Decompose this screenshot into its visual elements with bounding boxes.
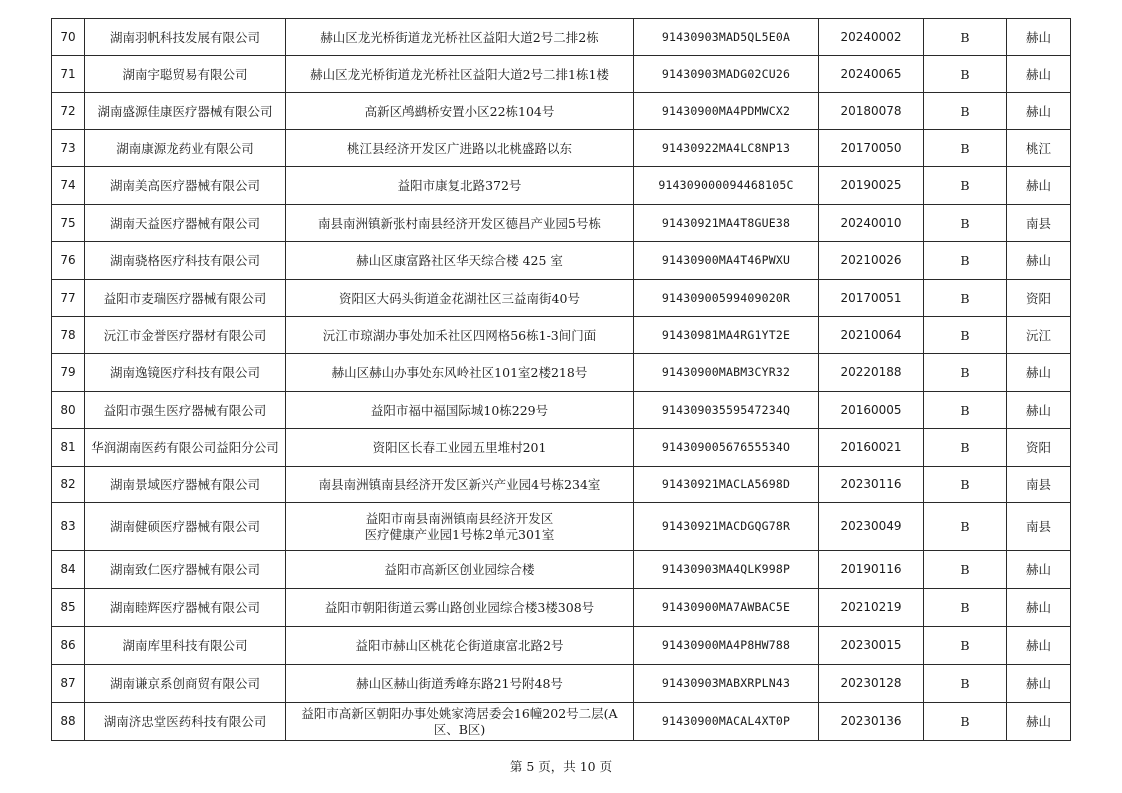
credit-code-cell: 914309000094468105C	[634, 167, 819, 205]
risk-grade-cell: B	[924, 392, 1007, 429]
risk-grade-cell: B	[924, 130, 1007, 167]
table-row	[52, 589, 1071, 627]
license-number-cell: 20160021	[819, 429, 924, 467]
row-number-cell: 71	[52, 56, 85, 93]
table-row	[52, 665, 1071, 703]
credit-code-cell: 91430900567655534O	[634, 429, 819, 467]
region-cell: 赫山	[1007, 589, 1071, 627]
company-address-cell: 赫山区龙光桥街道龙光桥社区益阳大道2号二排2栋	[286, 19, 634, 56]
risk-grade-cell: B	[924, 317, 1007, 354]
license-number-cell: 20240010	[819, 205, 924, 242]
table-body	[52, 19, 1071, 741]
risk-grade-cell: B	[924, 19, 1007, 56]
row-number-cell: 75	[52, 205, 85, 242]
company-address-cell: 益阳市朝阳街道云雾山路创业园综合楼3楼308号	[286, 589, 634, 627]
risk-grade-cell: B	[924, 56, 1007, 93]
credit-code-cell: 91430900MACAL4XT0P	[634, 703, 819, 741]
region-cell: 赫山	[1007, 703, 1071, 741]
risk-grade-cell: B	[924, 429, 1007, 467]
credit-code-cell: 91430903MAD5QL5E0A	[634, 19, 819, 56]
region-cell: 南县	[1007, 467, 1071, 503]
row-number-cell: 88	[52, 703, 85, 741]
table-row	[52, 167, 1071, 205]
company-name-cell: 华润湖南医药有限公司益阳分公司	[85, 429, 286, 467]
company-name-cell: 湖南宇聪贸易有限公司	[85, 56, 286, 93]
credit-code-cell: 91430903MADG02CU26	[634, 56, 819, 93]
company-address-cell	[286, 503, 634, 551]
row-number-cell: 72	[52, 93, 85, 130]
table-row	[52, 467, 1071, 503]
region-cell: 资阳	[1007, 429, 1071, 467]
license-number-cell: 20230136	[819, 703, 924, 741]
company-name-cell: 湖南康源龙药业有限公司	[85, 130, 286, 167]
row-number-cell: 85	[52, 589, 85, 627]
company-address-cell: 赫山区龙光桥街道龙光桥社区益阳大道2号二排1栋1楼	[286, 56, 634, 93]
company-name-cell: 湖南羽帆科技发展有限公司	[85, 19, 286, 56]
risk-grade-cell: B	[924, 589, 1007, 627]
license-number-cell: 20220188	[819, 354, 924, 392]
company-name-cell: 湖南景域医疗器械有限公司	[85, 467, 286, 503]
company-address-cell: 资阳区长春工业园五里堆村201	[286, 429, 634, 467]
table-row	[52, 93, 1071, 130]
risk-grade-cell: B	[924, 280, 1007, 317]
address-line: 医疗健康产业园1号栋2单元301室	[364, 526, 555, 542]
row-number-cell: 84	[52, 551, 85, 589]
page-footer: 第 5 页，共 10 页	[509, 759, 613, 774]
risk-grade-cell: B	[924, 205, 1007, 242]
table-row	[52, 392, 1071, 429]
company-name-cell: 湖南逸镜医疗科技有限公司	[85, 354, 286, 392]
table-row	[52, 703, 1071, 741]
company-address-cell: 赫山区赫山办事处东风岭社区101室2楼218号	[286, 354, 634, 392]
table-row	[52, 354, 1071, 392]
credit-code-cell: 91430903559547234Q	[634, 392, 819, 429]
risk-grade-cell: B	[924, 503, 1007, 551]
risk-grade-cell: B	[924, 93, 1007, 130]
credit-code-cell: 91430903MA4QLK998P	[634, 551, 819, 589]
company-name-cell: 益阳市强生医疗器械有限公司	[85, 392, 286, 429]
company-address-cell: 赫山区赫山街道秀峰东路21号附48号	[286, 665, 634, 703]
license-number-cell: 20230049	[819, 503, 924, 551]
region-cell: 南县	[1007, 205, 1071, 242]
row-number-cell: 76	[52, 242, 85, 280]
row-number-cell: 77	[52, 280, 85, 317]
row-number-cell: 86	[52, 627, 85, 665]
credit-code-cell: 91430903MABXRPLN43	[634, 665, 819, 703]
table-row	[52, 19, 1071, 56]
table-row	[52, 280, 1071, 317]
risk-grade-cell: B	[924, 354, 1007, 392]
region-cell: 赫山	[1007, 665, 1071, 703]
company-address-cell	[286, 703, 634, 741]
enterprise-table	[51, 18, 1071, 741]
company-address-cell: 益阳市康复北路372号	[286, 167, 634, 205]
region-cell: 赫山	[1007, 167, 1071, 205]
company-address-cell: 益阳市福中福国际城10栋229号	[286, 392, 634, 429]
credit-code-cell: 91430900599409020R	[634, 280, 819, 317]
license-number-cell: 20240065	[819, 56, 924, 93]
company-name-cell: 湖南美高医疗器械有限公司	[85, 167, 286, 205]
row-number-cell: 80	[52, 392, 85, 429]
row-number-cell: 81	[52, 429, 85, 467]
row-number-cell: 78	[52, 317, 85, 354]
license-number-cell: 20210064	[819, 317, 924, 354]
region-cell: 赫山	[1007, 354, 1071, 392]
risk-grade-cell: B	[924, 665, 1007, 703]
credit-code-cell: 91430900MA4PDMWCX2	[634, 93, 819, 130]
credit-code-cell: 91430921MA4T8GUE38	[634, 205, 819, 242]
company-name-cell: 湖南致仁医疗器械有限公司	[85, 551, 286, 589]
credit-code-cell: 91430900MA7AWBAC5E	[634, 589, 819, 627]
risk-grade-cell: B	[924, 167, 1007, 205]
region-cell: 赫山	[1007, 392, 1071, 429]
credit-code-cell: 91430921MACDGQG78R	[634, 503, 819, 551]
license-number-cell: 20210219	[819, 589, 924, 627]
table-row	[52, 205, 1071, 242]
company-name-cell: 益阳市麦瑞医疗器械有限公司	[85, 280, 286, 317]
company-address-cell: 桃江县经济开发区广进路以北桃盛路以东	[286, 130, 634, 167]
company-name-cell: 沅江市金誉医疗器材有限公司	[85, 317, 286, 354]
table-row	[52, 242, 1071, 280]
license-number-cell: 20170050	[819, 130, 924, 167]
company-name-cell: 湖南谦京系创商贸有限公司	[85, 665, 286, 703]
license-number-cell: 20190025	[819, 167, 924, 205]
address-line: 益阳市南县南洲镇南县经济开发区	[365, 510, 554, 526]
region-cell: 赫山	[1007, 93, 1071, 130]
region-cell: 南县	[1007, 503, 1071, 551]
license-number-cell: 20230015	[819, 627, 924, 665]
region-cell: 沅江	[1007, 317, 1071, 354]
region-cell: 桃江	[1007, 130, 1071, 167]
company-address-cell: 益阳市高新区创业园综合楼	[286, 551, 634, 589]
company-address-cell: 沅江市琼湖办事处加禾社区四网格56栋1-3间门面	[286, 317, 634, 354]
company-address-cell: 赫山区康富路社区华天综合楼 425 室	[286, 242, 634, 280]
region-cell: 赫山	[1007, 19, 1071, 56]
table-row	[52, 627, 1071, 665]
region-cell: 赫山	[1007, 627, 1071, 665]
risk-grade-cell: B	[924, 467, 1007, 503]
license-number-cell: 20170051	[819, 280, 924, 317]
table-row	[52, 56, 1071, 93]
row-number-cell: 83	[52, 503, 85, 551]
company-address-cell: 益阳市赫山区桃花仑街道康富北路2号	[286, 627, 634, 665]
company-address-cell: 资阳区大码头街道金花湖社区三益南街40号	[286, 280, 634, 317]
license-number-cell: 20190116	[819, 551, 924, 589]
credit-code-cell: 91430981MA4RG1YT2E	[634, 317, 819, 354]
license-number-cell: 20230116	[819, 467, 924, 503]
region-cell: 资阳	[1007, 280, 1071, 317]
company-address-cell: 南县南洲镇南县经济开发区新兴产业园4号栋234室	[286, 467, 634, 503]
credit-code-cell: 91430900MABM3CYR32	[634, 354, 819, 392]
table-row	[52, 317, 1071, 354]
license-number-cell: 20230128	[819, 665, 924, 703]
table-row	[52, 503, 1071, 551]
company-address-cell: 南县南洲镇新张村南县经济开发区德昌产业园5号栋	[286, 205, 634, 242]
company-name-cell: 湖南济忠堂医药科技有限公司	[85, 703, 286, 741]
license-number-cell: 20180078	[819, 93, 924, 130]
company-name-cell: 湖南健硕医疗器械有限公司	[85, 503, 286, 551]
risk-grade-cell: B	[924, 551, 1007, 589]
license-number-cell: 20210026	[819, 242, 924, 280]
address-line: 益阳市高新区朝阳办事处姚家湾居委会16幢202号二层(A	[301, 705, 618, 721]
company-address-cell: 高新区鸬鹚桥安置小区22栋104号	[286, 93, 634, 130]
company-name-cell: 湖南骁格医疗科技有限公司	[85, 242, 286, 280]
company-name-cell: 湖南盛源佳康医疗器械有限公司	[85, 93, 286, 130]
credit-code-cell: 91430900MA4T46PWXU	[634, 242, 819, 280]
row-number-cell: 79	[52, 354, 85, 392]
region-cell: 赫山	[1007, 56, 1071, 93]
credit-code-cell: 91430922MA4LC8NP13	[634, 130, 819, 167]
company-name-cell: 湖南睦辉医疗器械有限公司	[85, 589, 286, 627]
row-number-cell: 74	[52, 167, 85, 205]
license-number-cell: 20160005	[819, 392, 924, 429]
risk-grade-cell: B	[924, 703, 1007, 741]
row-number-cell: 70	[52, 19, 85, 56]
risk-grade-cell: B	[924, 627, 1007, 665]
credit-code-cell: 91430900MA4P8HW788	[634, 627, 819, 665]
license-number-cell: 20240002	[819, 19, 924, 56]
address-line: 区、B区)	[433, 721, 486, 737]
row-number-cell: 73	[52, 130, 85, 167]
credit-code-cell: 91430921MACLA5698D	[634, 467, 819, 503]
region-cell: 赫山	[1007, 551, 1071, 589]
table-row	[52, 551, 1071, 589]
row-number-cell: 87	[52, 665, 85, 703]
table-row	[52, 130, 1071, 167]
region-cell: 赫山	[1007, 242, 1071, 280]
risk-grade-cell: B	[924, 242, 1007, 280]
company-name-cell: 湖南库里科技有限公司	[85, 627, 286, 665]
table-row	[52, 429, 1071, 467]
row-number-cell: 82	[52, 467, 85, 503]
company-name-cell: 湖南天益医疗器械有限公司	[85, 205, 286, 242]
